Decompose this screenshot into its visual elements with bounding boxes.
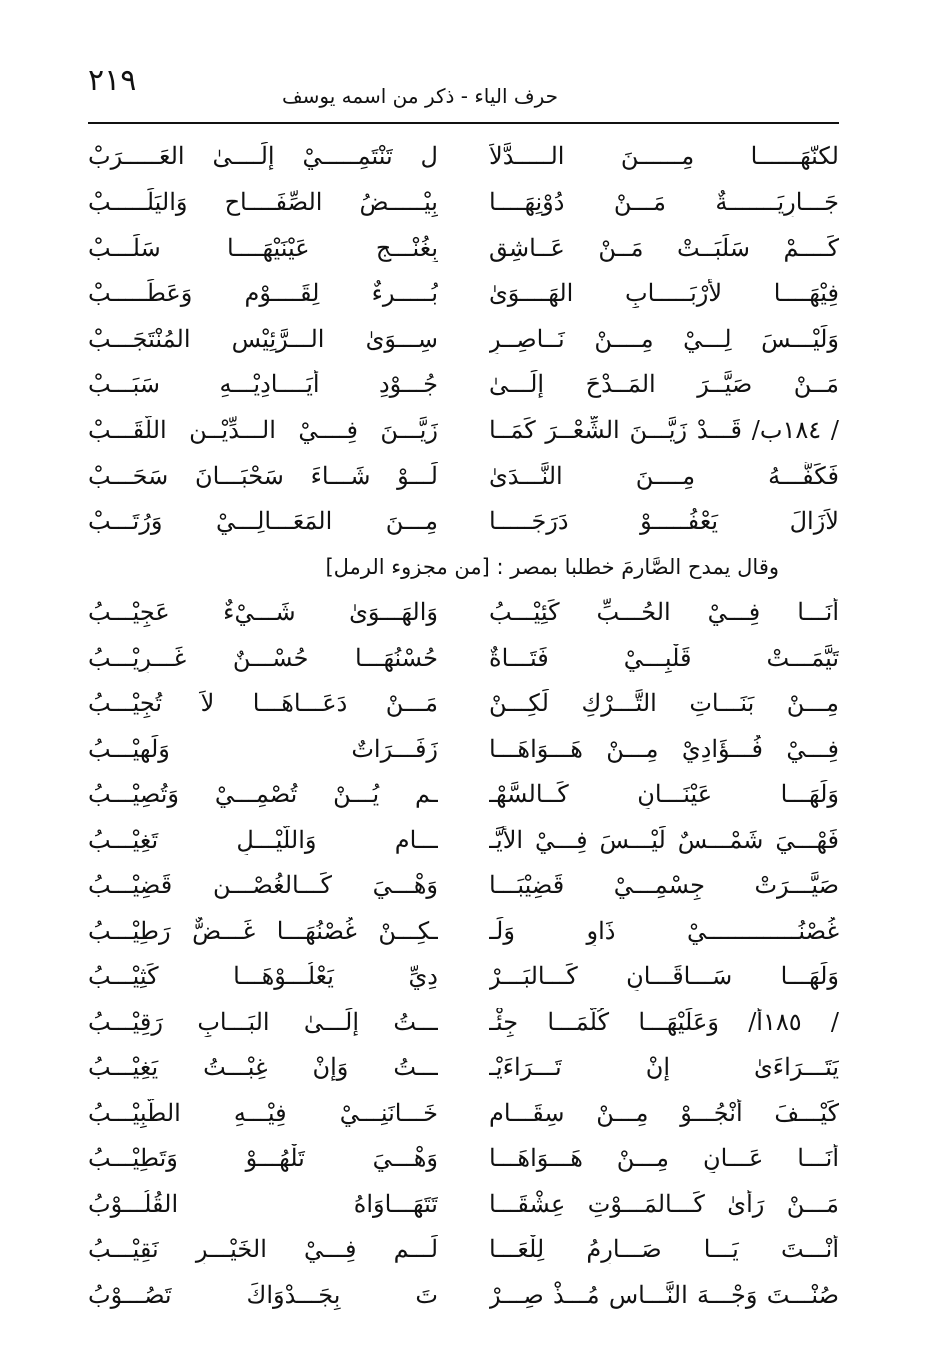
first-hemistich: يَتَـــرَاءَىٰ إِنْ تَـــرَاءَيْـ <box>489 1053 839 1082</box>
verse-line <box>88 1227 839 1273</box>
second-hemistich: وَالهَـــوَىٰ شَـــيْءٌ عَجِيْـــبُ <box>88 598 438 627</box>
verse-line <box>88 408 839 454</box>
verse-line <box>88 772 839 818</box>
first-hemistich: لاَزَالَ يَعْفُـــــوْ دَرَجَـــــا <box>489 507 839 536</box>
verse-line <box>88 1091 839 1137</box>
verse-line <box>88 681 839 727</box>
verse-line <box>88 499 839 545</box>
verse-line <box>88 818 839 864</box>
second-hemistich: مَـــنْ دَعَـــاهَـــا لاَ تُجِيْـــبُ <box>88 689 438 718</box>
second-hemistich: تَتَهَـــاوَاهُ القُلُـــوْبُ <box>88 1189 438 1218</box>
second-hemistich: تَ بِجَـــدْوَاكَ تَصُـــوْبُ <box>88 1280 438 1309</box>
verse-line <box>88 1136 839 1182</box>
second-hemistich: دِيِّ يَعْلُـــوْهَـــا كَثِيْـــبُ <box>88 962 438 991</box>
first-hemistich: وَلَيْـــسَ لِـــيْ مِــــنْ نَــاصِــرٍ <box>489 324 839 353</box>
running-head: حرف الياء - ذكر من اسمه يوسف <box>281 84 559 108</box>
second-hemistich: زَيَّـــنَ فِــــيْ الـــدِّيْــنِ اللَّقَـــبْ <box>88 415 438 444</box>
verse-line <box>88 636 839 682</box>
second-hemistich: وَهْـــيَ تَلْهُـــوْ وَتَطِيْـــبُ <box>88 1144 438 1173</box>
first-hemistich: / ١٨٤ب/ قَـــدْ زَيَّـــنَ الشِّعْــرَ كَمَــا <box>489 415 839 444</box>
verse-line <box>88 1000 839 1046</box>
second-hemistich: ـــتُ وَإِنْ غِبْـــتُ يَغِيْـــبُ <box>88 1053 438 1082</box>
first-hemistich: فِـــيْ فُـــؤَادِيْ مِـــنْ هَـــوَاهَـــا <box>489 734 839 763</box>
second-hemistich: زَفَـــرَاتٌ وَلَهِيْـــبُ <box>88 734 438 763</box>
second-hemistich: سِـــوَىٰ الـــرَّئِيْسِ المُنْتَجَـــبْ <box>88 324 438 353</box>
first-hemistich: تَيَّمَـــتْ قَلْبِـــيْ فَتَـــاةٌ <box>489 643 839 672</box>
verse-line <box>88 727 839 773</box>
verse-line <box>88 225 839 271</box>
header-rule <box>88 122 839 124</box>
verse-line <box>88 362 839 408</box>
second-hemistich: لَـــمِ فِـــيْ الخَيْـــرِ نَقِيْـــبُ <box>88 1235 438 1264</box>
first-hemistich: أَنَـــا عَـــانٍ مِـــنْ هَـــوَاهَـــا <box>489 1144 839 1173</box>
first-hemistich: أَنْـــتَ يَـــا صَـــارِمُ لِلْعَـــا <box>489 1235 839 1264</box>
verse-line <box>88 316 839 362</box>
second-hemistich: ـــامِ وَاللَّيْـــلِ تَغِيْـــبُ <box>88 825 438 854</box>
first-hemistich: مِـــنْ بَنَـــاتِ التَّـــرْكِ لَكِـــنْ <box>489 689 839 718</box>
second-hemistich: بِيْـــــضُ الصِّفَــــاحِ وَاليَلَـــــبْ <box>88 187 438 216</box>
verse-line <box>88 863 839 909</box>
first-hemistich: فَهْـــيَ شَمْـــسٌ لَيْـــسَ فِـــيْ الأَيَّـ <box>489 825 839 854</box>
second-hemistich: ـكِـــنْ غُصْنُهَـــا غَـــضٌّ رَطِيْـــبُ <box>88 916 438 945</box>
second-hemistich: لَـــوْ شَـــاءَ سَحْبَـــانَ سَحَـــبْ <box>88 461 438 490</box>
poem-1 <box>88 134 839 544</box>
first-hemistich: كَــــمْ سَلَبَــتْ مَــنْ عَــاشِقٍ <box>489 233 839 262</box>
verse-line <box>88 134 839 180</box>
first-hemistich: صَيَّـــرَتْ جِسْمِـــيْ قَضِيْبَـــا <box>489 871 839 900</box>
second-hemistich: ـــتُ إِلَـــىٰ البَـــابِ رَقِيْـــبُ <box>88 1007 438 1036</box>
page-number: ٢١٩ <box>88 63 137 98</box>
first-hemistich: مَــنْ صَيَّــرَ المَــدْحَ إِلَـــىٰ <box>489 370 839 399</box>
verse-line <box>88 453 839 499</box>
verse-line <box>88 909 839 955</box>
verse-line <box>88 1182 839 1228</box>
first-hemistich: غُصْنُـــــــــــــيْ ذَاوٍ وَلَـ <box>489 916 839 945</box>
first-hemistich: أَنَـــا فِـــيْ الحُـــبِّ كَئِيْـــبُ <box>489 598 839 627</box>
poem-2 <box>88 590 839 1318</box>
first-hemistich: فَكَفُّـــهُ مِــــنَ النَّـــدَىٰ <box>489 461 839 490</box>
second-hemistich: جُـــوْدِ أَيَــــادِيْـــهِ سَبَـــبْ <box>88 370 438 399</box>
second-hemistich: بُـــــرءٌ لِقَــــوْمٍ وَعَطَـــــبْ <box>88 279 438 308</box>
verse-line <box>88 1273 839 1319</box>
second-hemistich: حُسْنُهَـــا حُسْـــنٌ غَـــرِيْـــبُ <box>88 643 438 672</box>
first-hemistich: وَلَهَـــا سَـــاقَـــانِ كَـــالبَـــرْ <box>489 962 839 991</box>
first-hemistich: مَـــنْ رَأَىٰ كَـــالمَـــوْتِ عِشْقَـــا <box>489 1189 839 1218</box>
second-hemistich: مِـــنَ المَعَـــالِـــيْ وَرُتَـــبْ <box>88 507 438 536</box>
second-hemistich: وَهْـــيَ كَـــالغُصْـــنِ قَضِيْـــبُ <box>88 871 438 900</box>
first-hemistich: جَـــارِيَـــــــةٌ مَـــنْ دُوْنِهَــــا <box>489 187 839 216</box>
second-hemistich: بِغُنْـــجِ عَيْنَيْهَــــا سَلَـــبْ <box>88 233 438 262</box>
first-hemistich: صُنْـــتَ وَجْـــهَ النَّـــاسِ مُـــذْ صِـــرْ <box>489 1280 839 1309</box>
first-hemistich: كَيْـــفَ أَنْجُـــوْ مِـــنْ سِقَـــامٍ <box>489 1098 839 1127</box>
first-hemistich: فِيْهَــــا لأَرْبَـــــابِ الهَــــوَىٰ <box>489 279 839 308</box>
first-hemistich: / ١٨٥أ/ وَعَلَيْهَـــا كُلَّمَـــا جِئْـ <box>489 1007 839 1036</box>
verse-line <box>88 590 839 636</box>
poem-2-introduction: وقال يمدح الصَّارمَ خطلبا بمصر : [من مجزوء الرمل] <box>325 555 779 579</box>
first-hemistich: لكنّهَــــــا مِــــــنَ الـــــدَّلاَ <box>489 142 839 171</box>
second-hemistich: خَـــانَنِـــيْ فِيْـــهِ الطَّبِيْـــبُ <box>88 1098 438 1127</box>
verse-line <box>88 271 839 317</box>
verse-line <box>88 180 839 226</box>
verse-line <box>88 1045 839 1091</box>
verse-line <box>88 954 839 1000</box>
first-hemistich: وَلَهَـــا عَيْنَـــانِ كَــالسَّهْـ <box>489 780 839 809</box>
second-hemistich: ـمِ يُـــنْ تُصْمِـــيْ وَتُصِيْـــبُ <box>88 780 438 809</box>
second-hemistich: ل تَنْتَمِـــــيْ إِلَــــىٰ العَـــــرَبْ <box>88 142 438 171</box>
